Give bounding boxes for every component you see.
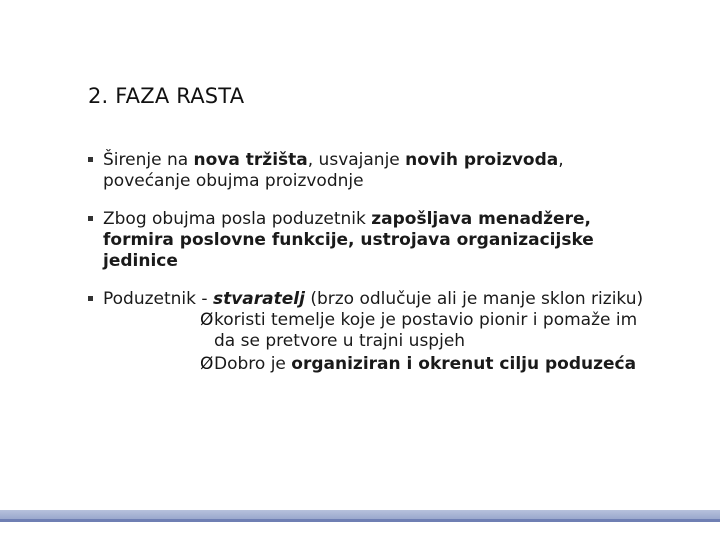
text-run: Širenje na [103, 150, 194, 170]
bullet-item [88, 289, 648, 310]
arrow-bullet-icon: Ø [200, 310, 214, 330]
bold-italic-text: stvaratelj [212, 289, 305, 309]
bullet-item [88, 150, 648, 192]
text-run: , usvajanje [307, 150, 406, 170]
text-run: (brzo odlučuje ali je manje sklon riziku) [304, 289, 644, 309]
bullet-item [88, 209, 648, 272]
bold-text: nova tržišta [193, 150, 308, 170]
bold-text: organiziran i okrenut cilju poduzeća [291, 354, 637, 374]
square-bullet-icon [88, 216, 93, 221]
bullet-text [103, 150, 648, 192]
slide-title: 2. FAZA RASTA [88, 84, 245, 108]
text-run: Poduzetnik - [103, 289, 213, 309]
square-bullet-icon [88, 157, 93, 162]
text-run: , povećanje obujma proizvodnje [103, 150, 564, 191]
footer-bar [0, 510, 720, 519]
text-run: Zbog obujma posla poduzetnik [103, 209, 372, 229]
sub-bullet-text [214, 310, 648, 352]
slide-content [88, 150, 648, 377]
text-run: Dobro je [214, 354, 292, 374]
arrow-bullet-icon: Ø [200, 354, 214, 374]
bullet-text [103, 209, 648, 272]
text-run: koristi temelje koje je postavio pionir i pomaže im da se pretvore u trajni uspjeh [214, 310, 638, 351]
sub-bullet-item [200, 354, 648, 375]
footer-bar-line [0, 519, 720, 522]
bullet-text [103, 289, 648, 310]
sub-bullet-text [214, 354, 648, 375]
sub-bullet-item [200, 310, 648, 352]
square-bullet-icon [88, 296, 93, 301]
bold-text: zapošljava menadžere, formira poslovne funkcije, ustrojava organizacijske jedinice [103, 209, 594, 271]
bold-text: novih proizvoda [405, 150, 559, 170]
